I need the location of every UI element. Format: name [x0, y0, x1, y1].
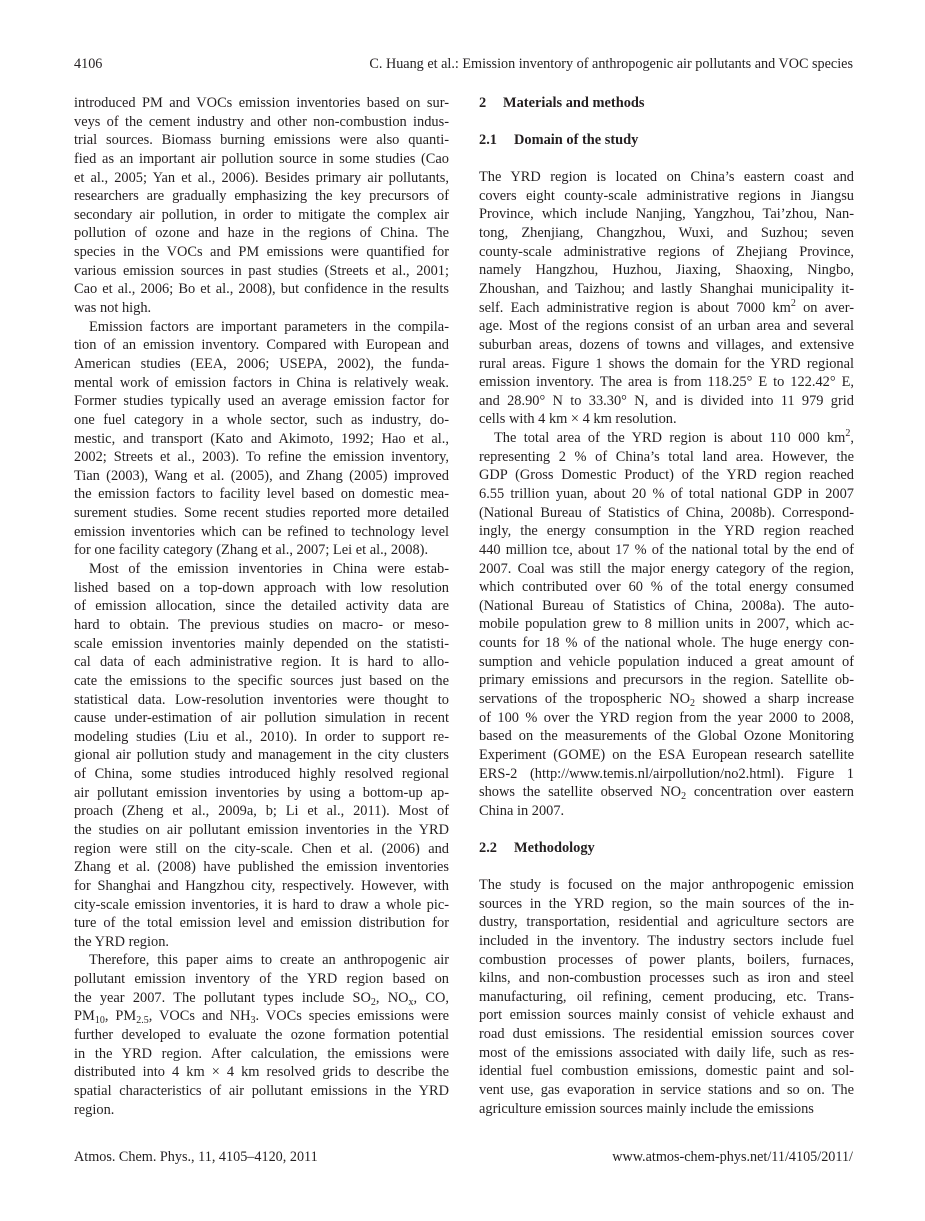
text-line: Zhoushan, and Taizhou; and lastly Shanghai municipality it-: [479, 280, 854, 297]
text-line: for Shanghai and Hangzhou city, respectively. However, with: [74, 877, 449, 894]
section-heading: [479, 94, 854, 113]
running-title: C. Huang et al.: Emission inventory of anthropogenic air pollutants and VOC species: [369, 56, 853, 72]
text-line: emission inventory. The area is from 118.25° E to 122.42° E,: [479, 374, 854, 391]
page-footer: [74, 1147, 853, 1167]
text-line: of 100 % over the YRD region from the year 2000 to 2008,: [479, 709, 854, 726]
text-line: mobile population grew to 8 million units in 2007, which ac-: [479, 616, 854, 633]
text-line: shows the satellite observed $NO_2$ concentration over eastern: [479, 784, 854, 803]
text-line: ERS-2 (http://www.temis.nl/airpollution/no2.html). Figure 1: [479, 765, 854, 782]
journal-url[interactable]: www.atmos-chem-phys.net/11/4105/2011/: [612, 1149, 853, 1165]
text-line: region were still on the city-scale. Chen et al. (2006) and: [74, 840, 449, 857]
text-line: fied as an important air pollution source in some studies (Cao: [74, 150, 449, 167]
text-line: American studies (EEA, 2006; USEPA, 2002), the funda-: [74, 355, 449, 372]
paragraph: [479, 429, 854, 820]
text-line: Former studies typically used an average emission factor for: [74, 393, 449, 410]
text-line: emission inventories which can be refined to technology level: [74, 523, 449, 540]
text-line: further developed to evaluate the ozone formation potential: [74, 1027, 449, 1044]
paragraph: [74, 94, 449, 318]
text-line: et al., 2005; Yan et al., 2006). Besides primary air pollutants,: [74, 169, 449, 186]
text-line: vent use, gas evaporation in service stations and so on. The: [479, 1082, 854, 1098]
text-line: China in 2007.: [479, 802, 565, 819]
text-line: ture of the total emission level and emission distribution for: [74, 915, 449, 932]
subsection-heading: [479, 131, 854, 150]
text-line: in the YRD region. After calculation, the emissions were: [74, 1045, 449, 1062]
subsection-title: Methodology: [514, 839, 595, 856]
text-line: the YRD region.: [74, 933, 169, 950]
text-line: Tian (2003), Wang et al. (2005), and Zhang (2005) improved: [74, 467, 449, 484]
text-line: Experiment (GOME) on the ESA European research satellite: [479, 746, 854, 763]
text-line: (National Bureau of Statistics of China, 2008a). The auto-: [479, 597, 854, 614]
text-line: veys of the cement industry and other non-combustion indus-: [74, 113, 449, 130]
text-line: modeling studies (Liu et al., 2010). In order to support re-: [74, 728, 449, 745]
text-line: Therefore, this paper aims to create an anthropogenic air: [89, 952, 449, 969]
paragraph: [74, 951, 449, 1119]
text-line: county-scale administrative regions of Zhejiang Province,: [479, 243, 854, 260]
text-line: hard to obtain. The previous studies on macro- or meso-: [74, 616, 449, 633]
text-line: various emission sources in past studies (Streets et al., 2001;: [74, 262, 449, 279]
text-line: combustion processes of power plants, boilers, furnaces,: [479, 951, 854, 968]
text-line: spatial characteristics of air pollutant emissions in the YRD: [74, 1082, 449, 1099]
text-line: pollutant emission inventory of the YRD region based on: [74, 971, 449, 988]
text-line: was not high.: [74, 300, 152, 317]
text-line: the year 2007. The pollutant types include $SO_2$, $NO_x$, CO,: [74, 989, 449, 1008]
text-line: most of the emissions associated with daily life, such as res-: [479, 1044, 854, 1061]
text-line: statistical data. Low-resolution inventories were thought to: [74, 691, 449, 708]
text-line: cells with 4 km × 4 km resolution.: [479, 411, 677, 428]
paragraph: [479, 876, 854, 1118]
text-line: rural areas. Figure 1 shows the domain for the YRD regional: [479, 355, 854, 372]
text-line: secondary air pollution, in order to mitigate the complex air: [74, 206, 449, 223]
text-line: The study is focused on the major anthropogenic emission: [479, 876, 854, 893]
subsection-number: 2.1: [479, 132, 497, 149]
text-line: included in the inventory. The industry sectors include fuel: [479, 932, 854, 949]
running-header: [74, 54, 853, 74]
text-line: idential fuel combustion emissions, domestic paint and sol-: [479, 1063, 854, 1080]
text-line: for one facility category (Zhang et al., 2007; Lei et al., 2008).: [74, 542, 429, 559]
text-line: self. Each administrative region is about 7000 $km^2$ on aver-: [479, 297, 854, 316]
text-line: kilns, and non-combustion processes such as iron and steel: [479, 970, 854, 987]
text-line: gional air pollution study and management in the city clusters: [74, 747, 449, 764]
section-number: 2: [479, 95, 487, 111]
text-line: The total area of the YRD region is about 110 000 $km^2$,: [494, 428, 854, 447]
subsection-heading: [479, 839, 854, 858]
text-line: (National Bureau of Statistics of China, 2008b). Correspond-: [479, 504, 854, 521]
journal-reference: Atmos. Chem. Phys., 11, 4105–4120, 2011: [74, 1149, 318, 1165]
text-line: surement studies. Some recent studies reported more detailed: [74, 505, 449, 522]
text-line: of China, some studies introduced highly resolved regional: [74, 766, 449, 783]
text-line: agriculture emission sources mainly include the emissions: [479, 1100, 814, 1117]
text-line: cate the emissions to the specific sources just based on the: [74, 672, 449, 689]
subsection-number: 2.2: [479, 839, 497, 856]
paragraph: [479, 168, 854, 429]
text-line: 440 million tce, about 17 % of the national total by the end of: [479, 541, 854, 558]
text-line: cause under-estimation of air pollution simulation in recent: [74, 710, 449, 727]
text-line: sumption and vehicle population induced a great amount of: [479, 653, 854, 670]
text-line: Emission factors are important parameters in the compila-: [89, 318, 449, 335]
text-line: representing 2 % of China’s total land area. However, the: [479, 448, 854, 465]
text-line: pollution of ozone and haze in the regions of China. The: [74, 225, 449, 242]
text-line: $PM_{10}$, $PM_{2.5}$, VOCs and $NH_3$. VOCs species emissions were: [74, 1008, 449, 1027]
text-line: Most of the emission inventories in China were estab-: [89, 561, 449, 578]
text-line: mental work of emission factors in China is relatively weak.: [74, 374, 449, 391]
text-line: proach (Zheng et al., 2009a, b; Li et al., 2011). Most of: [74, 803, 449, 820]
subsection-title: Domain of the study: [514, 132, 639, 149]
text-line: distributed into 4 km × 4 km resolved grids to describe the: [74, 1064, 449, 1081]
text-line: 2007. Coal was still the major energy category of the region,: [479, 560, 854, 577]
text-line: trial sources. Biomass burning emissions were also quanti-: [74, 132, 449, 149]
text-line: port emission sources mainly consist of vehicle exhaust and: [479, 1007, 854, 1024]
left-column: [74, 94, 449, 1119]
text-line: covers eight county-scale administrative regions in Jiangsu: [479, 187, 854, 204]
text-line: counts for 18 % of the national whole. The huge energy con-: [479, 635, 854, 652]
paragraph: [74, 318, 449, 560]
text-line: dustry, transportation, residential and agriculture sectors are: [479, 914, 854, 931]
text-line: GDP (Gross Domestic Product) of the YRD region reached: [479, 467, 854, 484]
text-line: one fuel category in a whole sector, such as industry, do-: [74, 411, 449, 428]
text-line: air pollutant emission inventories by using a bottom-up ap-: [74, 784, 449, 801]
text-line: lished based on a top-down approach with low resolution: [74, 579, 449, 596]
text-line: the studies on air pollutant emission inventories in the YRD: [74, 821, 449, 838]
page-number: 4106: [74, 56, 103, 72]
text-line: road dust emissions. The residential emission sources cover: [479, 1026, 854, 1043]
right-column: [479, 94, 854, 1118]
text-line: namely Hangzhou, Huzhou, Jiaxing, Shaoxing, Ningbo,: [479, 262, 854, 279]
text-line: age. Most of the regions consist of an urban area and several: [479, 318, 854, 335]
text-line: and 28.90° N to 33.30° N, and is divided into 11 979 grid: [479, 392, 854, 409]
text-line: tong, Zhenjiang, Changzhou, Wuxi, and Suzhou; seven: [479, 225, 854, 242]
text-line: city-scale emission inventories, it is hard to draw a whole pic-: [74, 896, 449, 913]
text-line: mestic, and transport (Kato and Akimoto, 1992; Hao et al.,: [74, 430, 449, 447]
text-line: based on the measurements of the Global Ozone Monitoring: [479, 728, 854, 745]
text-line: tion of an emission inventory. Compared with European and: [74, 337, 449, 354]
text-line: the emission factors to facility level based on domestic mea-: [74, 486, 449, 503]
text-line: sources in the YRD region, so the main sources of the in-: [479, 895, 854, 912]
text-line: which contributed over 60 % of the total energy consumed: [479, 579, 854, 596]
text-line: The YRD region is located on China’s eastern coast and: [479, 169, 854, 186]
text-line: Cao et al., 2006; Bo et al., 2008), but confidence in the results: [74, 281, 449, 298]
text-line: manufacturing, oil refining, cement producing, etc. Trans-: [479, 988, 854, 1005]
text-line: primary emissions and precursors in the region. Satellite ob-: [479, 672, 854, 689]
text-line: Province, which include Nanjing, Yangzhou, Tai’zhou, Nan-: [479, 206, 854, 223]
section-title: Materials and methods: [503, 95, 645, 111]
text-line: Zhang et al. (2008) have published the emission inventories: [74, 859, 449, 876]
text-line: 2002; Streets et al., 2003). To refine the emission inventory,: [74, 449, 449, 466]
text-line: introduced PM and VOCs emission inventories based on sur-: [74, 95, 449, 111]
paragraph: [74, 560, 449, 951]
text-line: 6.55 trillion yuan, about 20 % of total national GDP in 2007: [479, 485, 854, 502]
text-line: researchers are gradually emphasizing the key precursors of: [74, 188, 449, 205]
text-line: region.: [74, 1101, 115, 1118]
text-line: of emission allocation, since the detailed activity data are: [74, 598, 449, 615]
text-line: suburban areas, dozens of towns and villages, and extensive: [479, 336, 854, 353]
text-line: scale emission inventories mainly depended on the statisti-: [74, 635, 449, 652]
text-line: servations of the tropospheric $NO_2$ showed a sharp increase: [479, 691, 854, 710]
text-line: ingly, the energy consumption in the YRD region reached: [479, 523, 854, 540]
text-line: cal data of each administrative region. It is hard to allo-: [74, 654, 449, 671]
text-line: species in the VOCs and PM emissions were quantified for: [74, 244, 449, 261]
